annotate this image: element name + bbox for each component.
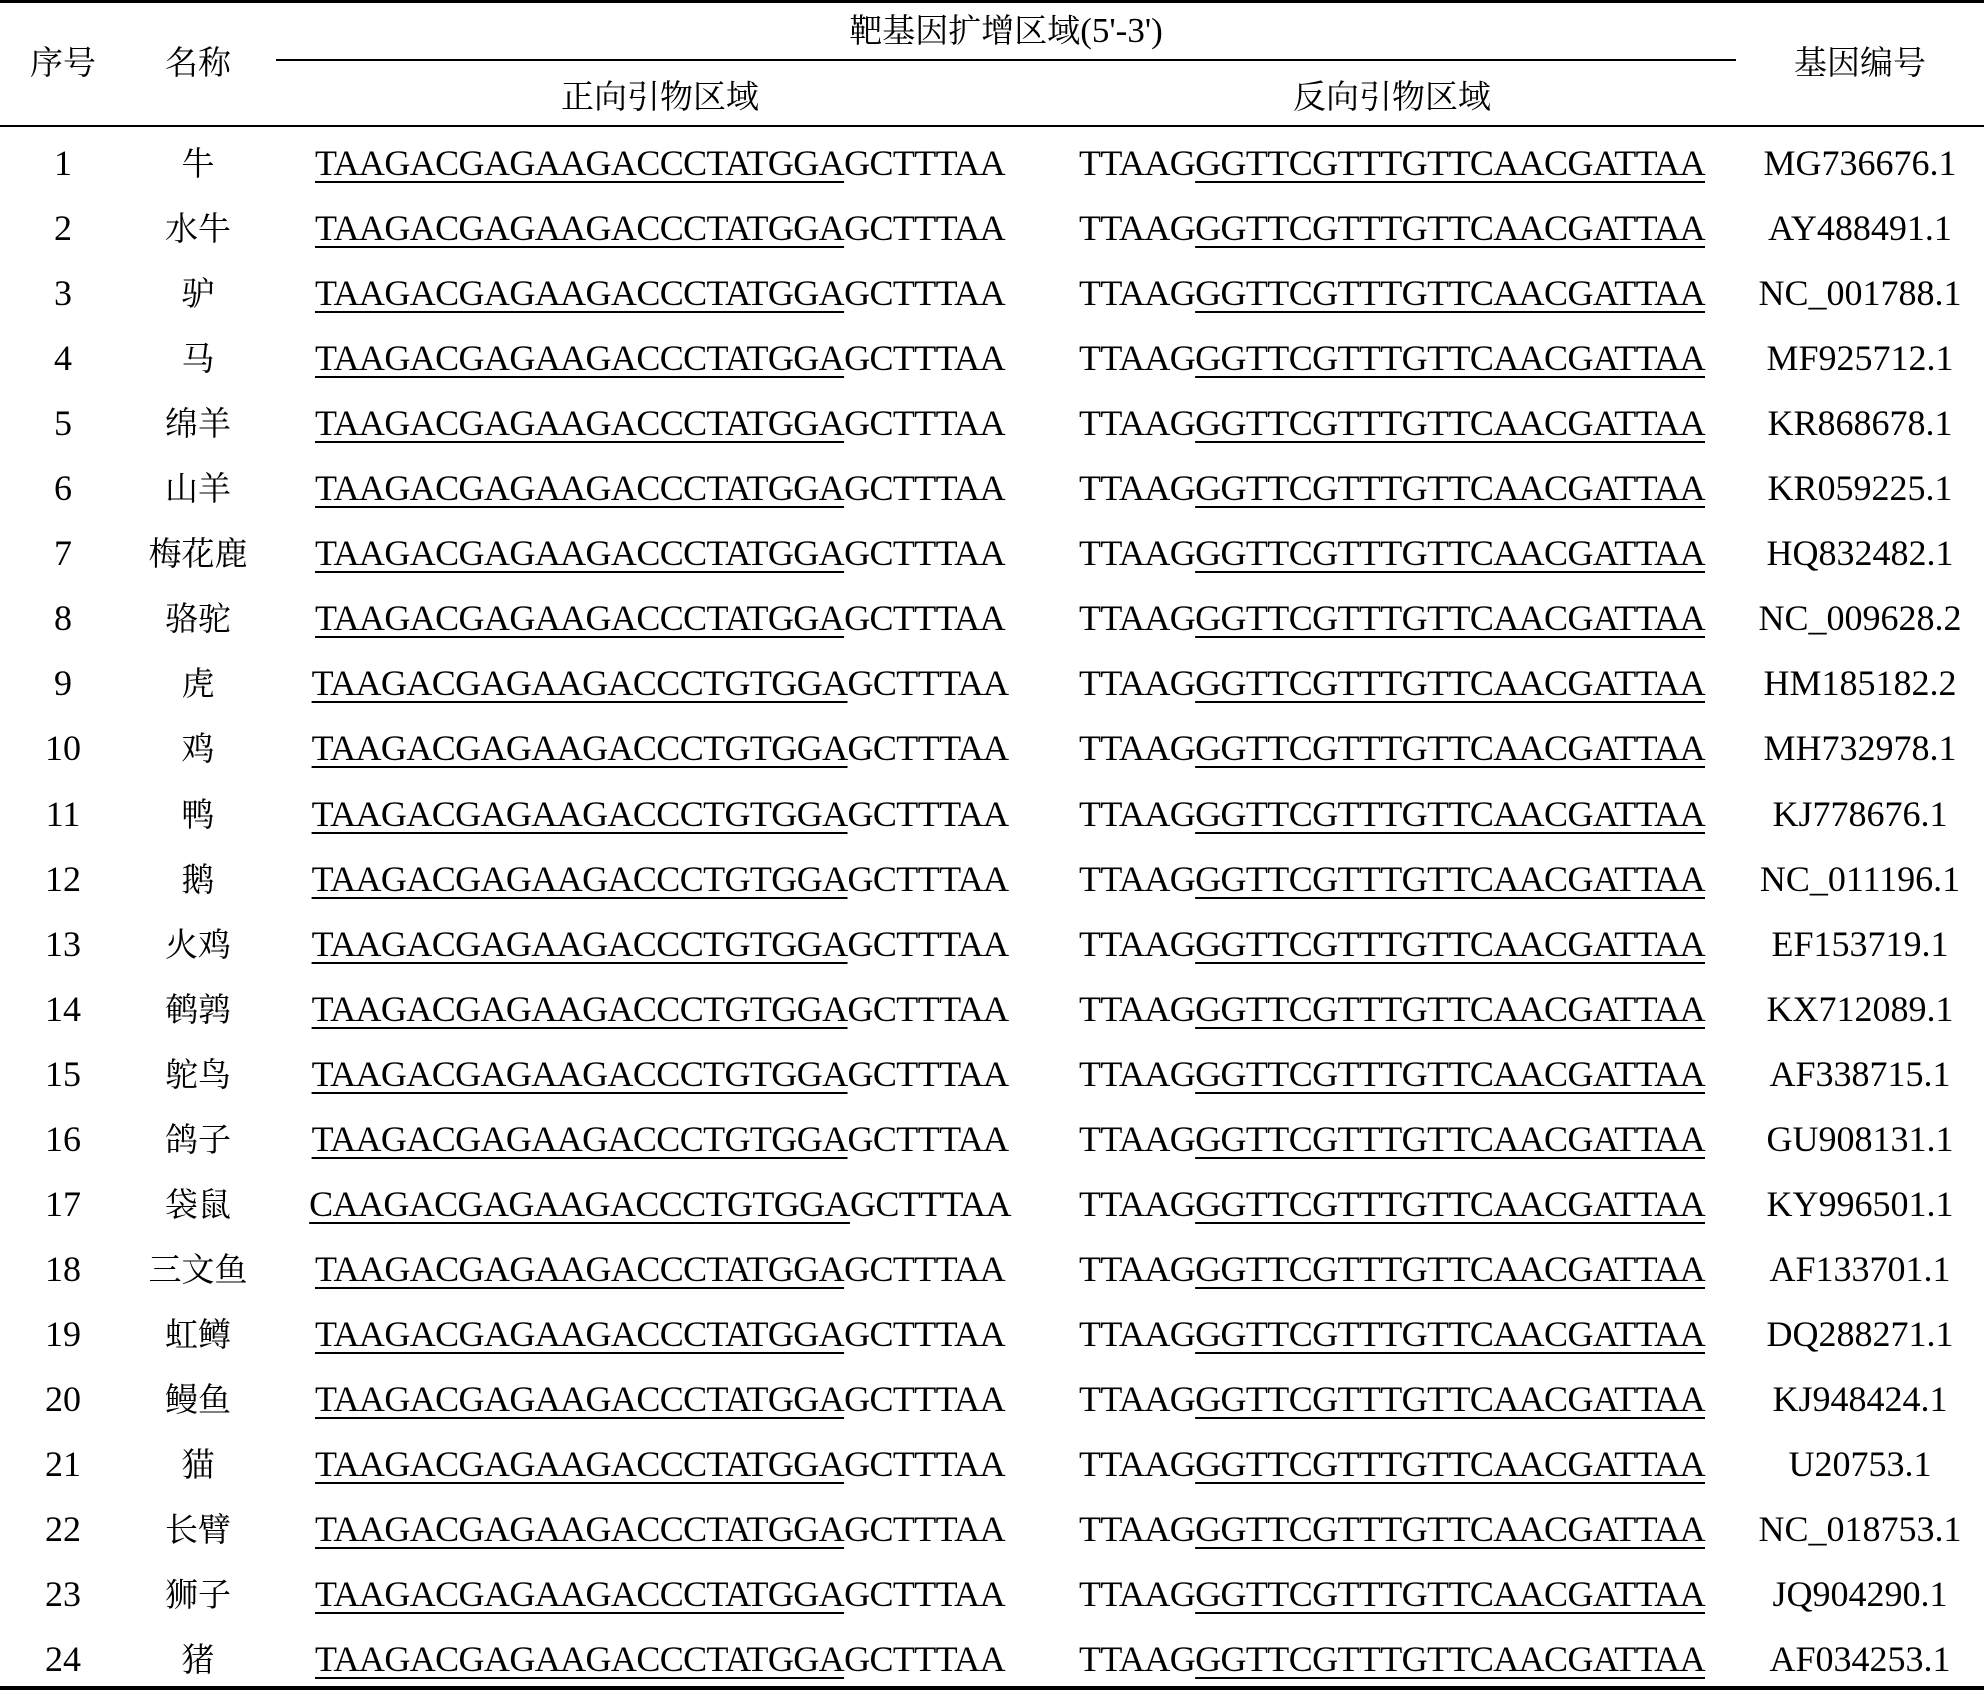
forward-primer-sequence: TAAGACGAGAAGACCCTATGGA xyxy=(315,598,845,639)
table-row xyxy=(0,1562,1984,1627)
reverse-primer-sequence: GGTTCGTTTGTTCAACGATTAA xyxy=(1195,143,1705,183)
gene-accession-cell: HM185182.2 xyxy=(1763,663,1957,704)
reverse-flanking-sequence: TTAAG xyxy=(1079,273,1196,314)
forward-primer-sequence: TAAGACGAGAAGACCCTGTGGA xyxy=(311,1118,848,1159)
reverse-primer-cell xyxy=(1079,1367,1705,1432)
forward-flanking-sequence: GCTTTAA xyxy=(847,858,1009,899)
forward-primer-sequence: TAAGACGAGAAGACCCTATGGA xyxy=(315,1248,845,1289)
forward-primer-sequence: CAAGACGAGAAGACCCTGTGGA xyxy=(309,1183,850,1224)
reverse-flanking-sequence: TTAAG xyxy=(1079,1118,1196,1159)
gene-accession-cell: KJ778676.1 xyxy=(1772,793,1948,834)
reverse-flanking-sequence: TTAAG xyxy=(1079,1313,1196,1354)
forward-flanking-sequence: GCTTTAA xyxy=(844,1509,1005,1550)
forward-primer-cell xyxy=(315,521,1005,586)
reverse-primer-cell xyxy=(1079,1627,1705,1692)
forward-primer-cell xyxy=(315,1302,1005,1367)
forward-primer-cell xyxy=(315,1562,1005,1627)
table-row xyxy=(0,1497,1984,1562)
forward-primer-sequence: TAAGACGAGAAGACCCTATGGA xyxy=(315,533,845,574)
reverse-primer-sequence: GGTTCGTTTGTTCAACGATTAA xyxy=(1195,988,1705,1029)
species-name-cell: 鸽子 xyxy=(165,1119,231,1159)
forward-flanking-sequence: GCTTTAA xyxy=(847,728,1009,769)
forward-primer-sequence: TAAGACGAGAAGACCCTATGGA xyxy=(315,1574,845,1615)
reverse-primer-sequence: GGTTCGTTTGTTCAACGATTAA xyxy=(1195,793,1705,834)
forward-flanking-sequence: GCTTTAA xyxy=(844,273,1005,314)
forward-primer-sequence: TAAGACGAGAAGACCCTATGGA xyxy=(315,1378,845,1419)
forward-primer-cell xyxy=(312,716,1009,781)
table-row xyxy=(0,782,1984,847)
reverse-primer-cell xyxy=(1079,131,1705,196)
gene-accession-cell: MG736676.1 xyxy=(1763,143,1957,183)
table-header-rule xyxy=(0,125,1984,127)
forward-primer-cell xyxy=(315,261,1005,326)
header-amplification-direction: (5'-3') xyxy=(1080,11,1163,50)
reverse-primer-cell xyxy=(1079,977,1705,1042)
table-row xyxy=(0,261,1984,326)
forward-flanking-sequence: GCTTTAA xyxy=(847,923,1009,964)
reverse-primer-cell xyxy=(1079,1237,1705,1302)
reverse-flanking-sequence: TTAAG xyxy=(1079,1639,1196,1680)
gene-accession-cell: DQ288271.1 xyxy=(1766,1313,1954,1354)
header-gene-accession: 基因编号 xyxy=(1794,43,1926,82)
forward-primer-sequence: TAAGACGAGAAGACCCTGTGGA xyxy=(311,793,848,834)
serial-number-cell: 1 xyxy=(54,143,72,183)
table-row xyxy=(0,1432,1984,1497)
forward-primer-sequence: TAAGACGAGAAGACCCTATGGA xyxy=(315,273,845,314)
forward-primer-sequence: TAAGACGAGAAGACCCTATGGA xyxy=(315,403,845,444)
reverse-primer-sequence: GGTTCGTTTGTTCAACGATTAA xyxy=(1195,663,1705,704)
serial-number-cell: 12 xyxy=(45,858,81,899)
forward-primer-sequence: TAAGACGAGAAGACCCTATGGA xyxy=(315,1509,845,1550)
reverse-flanking-sequence: TTAAG xyxy=(1079,1574,1196,1615)
reverse-primer-sequence: GGTTCGTTTGTTCAACGATTAA xyxy=(1195,468,1705,509)
species-name-cell: 袋鼠 xyxy=(165,1184,231,1224)
gene-accession-cell: MH732978.1 xyxy=(1763,728,1957,769)
reverse-primer-sequence: GGTTCGTTTGTTCAACGATTAA xyxy=(1195,208,1705,249)
forward-primer-cell xyxy=(315,1497,1005,1562)
reverse-primer-cell xyxy=(1079,651,1705,716)
table-row xyxy=(0,586,1984,651)
serial-number-cell: 18 xyxy=(45,1248,81,1289)
serial-number-cell: 6 xyxy=(54,468,72,509)
forward-flanking-sequence: GCTTTAA xyxy=(844,338,1005,379)
table-row xyxy=(0,1107,1984,1172)
reverse-primer-sequence: GGTTCGTTTGTTCAACGATTAA xyxy=(1195,1378,1705,1419)
species-name-cell: 狮子 xyxy=(165,1575,231,1615)
reverse-primer-cell xyxy=(1079,1432,1705,1497)
forward-primer-cell xyxy=(312,782,1009,847)
forward-primer-sequence: TAAGACGAGAAGACCCTGTGGA xyxy=(311,988,848,1029)
species-name-cell: 马 xyxy=(181,339,215,379)
reverse-flanking-sequence: TTAAG xyxy=(1079,468,1196,509)
reverse-flanking-sequence: TTAAG xyxy=(1079,208,1196,249)
species-name-cell: 水牛 xyxy=(165,209,231,249)
table-row xyxy=(0,977,1984,1042)
reverse-primer-sequence: GGTTCGTTTGTTCAACGATTAA xyxy=(1195,1248,1705,1289)
forward-primer-sequence: TAAGACGAGAAGACCCTATGGA xyxy=(315,208,845,249)
table-row xyxy=(0,456,1984,521)
reverse-primer-sequence: GGTTCGTTTGTTCAACGATTAA xyxy=(1195,923,1705,964)
forward-primer-cell xyxy=(315,326,1005,391)
forward-primer-cell xyxy=(312,1107,1009,1172)
header-forward-primer-region: 正向引物区域 xyxy=(561,77,759,116)
gene-accession-cell: KR868678.1 xyxy=(1767,403,1953,444)
species-name-cell: 鹌鹑 xyxy=(165,989,231,1029)
forward-flanking-sequence: GCTTTAA xyxy=(844,1574,1005,1615)
gene-accession-cell: KX712089.1 xyxy=(1766,988,1954,1029)
forward-primer-cell xyxy=(315,131,1005,196)
table-row xyxy=(0,326,1984,391)
reverse-flanking-sequence: TTAAG xyxy=(1079,858,1196,899)
species-name-cell: 火鸡 xyxy=(165,924,231,964)
gene-accession-cell: JQ904290.1 xyxy=(1772,1574,1948,1615)
reverse-flanking-sequence: TTAAG xyxy=(1079,1248,1196,1289)
gene-accession-cell: GU908131.1 xyxy=(1766,1118,1954,1159)
reverse-primer-cell xyxy=(1079,1107,1705,1172)
table-row xyxy=(0,1627,1984,1692)
reverse-flanking-sequence: TTAAG xyxy=(1079,1444,1196,1484)
table-row xyxy=(0,1302,1984,1367)
table-row xyxy=(0,847,1984,912)
species-name-cell: 驴 xyxy=(181,274,215,314)
forward-primer-sequence: TAAGACGAGAAGACCCTGTGGA xyxy=(311,858,848,899)
table-row xyxy=(0,391,1984,456)
species-name-cell: 绵羊 xyxy=(165,404,231,444)
header-species-name: 名称 xyxy=(165,43,231,82)
gene-accession-cell: EF153719.1 xyxy=(1771,923,1949,964)
reverse-primer-cell xyxy=(1079,782,1705,847)
species-name-cell: 猪 xyxy=(181,1640,215,1680)
species-name-cell: 虎 xyxy=(181,664,215,704)
reverse-primer-cell xyxy=(1079,912,1705,977)
reverse-flanking-sequence: TTAAG xyxy=(1079,988,1196,1029)
reverse-flanking-sequence: TTAAG xyxy=(1079,598,1196,639)
serial-number-cell: 10 xyxy=(45,728,81,769)
serial-number-cell: 23 xyxy=(45,1574,81,1615)
gene-accession-cell: AF133701.1 xyxy=(1769,1248,1951,1289)
serial-number-cell: 2 xyxy=(54,208,72,249)
reverse-primer-sequence: GGTTCGTTTGTTCAACGATTAA xyxy=(1195,533,1705,574)
serial-number-cell: 7 xyxy=(54,533,72,574)
reverse-primer-cell xyxy=(1079,1562,1705,1627)
forward-primer-cell xyxy=(315,196,1005,261)
reverse-primer-sequence: GGTTCGTTTGTTCAACGATTAA xyxy=(1195,1183,1705,1224)
reverse-primer-cell xyxy=(1079,1042,1705,1107)
table-row xyxy=(0,651,1984,716)
serial-number-cell: 24 xyxy=(45,1639,81,1680)
reverse-flanking-sequence: TTAAG xyxy=(1079,1053,1196,1094)
gene-accession-cell: KR059225.1 xyxy=(1767,468,1953,509)
forward-primer-cell xyxy=(315,391,1005,456)
table-row xyxy=(0,521,1984,586)
forward-primer-sequence: TAAGACGAGAAGACCCTATGGA xyxy=(315,1639,845,1680)
forward-primer-cell xyxy=(309,1172,1011,1237)
reverse-flanking-sequence: TTAAG xyxy=(1079,1509,1196,1550)
species-name-cell: 猫 xyxy=(181,1445,215,1484)
serial-number-cell: 20 xyxy=(45,1378,81,1419)
forward-primer-cell xyxy=(315,1367,1005,1432)
reverse-primer-cell xyxy=(1079,1497,1705,1562)
header-amplification-region xyxy=(849,11,1163,51)
serial-number-cell: 19 xyxy=(45,1313,81,1354)
forward-primer-sequence: TAAGACGAGAAGACCCTATGGA xyxy=(315,143,845,183)
header-group-rule xyxy=(276,59,1736,61)
gene-accession-cell: NC_011196.1 xyxy=(1759,858,1961,899)
reverse-primer-cell xyxy=(1079,1302,1705,1367)
reverse-flanking-sequence: TTAAG xyxy=(1079,338,1196,379)
reverse-primer-sequence: GGTTCGTTTGTTCAACGATTAA xyxy=(1195,273,1705,314)
species-name-cell: 三文鱼 xyxy=(148,1249,248,1289)
forward-primer-cell xyxy=(312,1042,1009,1107)
table-row xyxy=(0,1042,1984,1107)
serial-number-cell: 8 xyxy=(54,598,72,639)
forward-primer-cell xyxy=(312,651,1009,716)
serial-number-cell: 13 xyxy=(45,923,81,964)
reverse-flanking-sequence: TTAAG xyxy=(1079,923,1196,964)
forward-flanking-sequence: GCTTTAA xyxy=(844,1313,1005,1354)
species-name-cell: 梅花鹿 xyxy=(148,534,248,574)
reverse-primer-cell xyxy=(1079,847,1705,912)
forward-primer-sequence: TAAGACGAGAAGACCCTATGGA xyxy=(315,338,845,379)
reverse-primer-sequence: GGTTCGTTTGTTCAACGATTAA xyxy=(1195,403,1705,444)
serial-number-cell: 21 xyxy=(45,1444,81,1484)
forward-primer-sequence: TAAGACGAGAAGACCCTATGGA xyxy=(315,1444,845,1484)
forward-flanking-sequence: GCTTTAA xyxy=(844,1444,1005,1484)
forward-primer-cell xyxy=(315,1237,1005,1302)
gene-accession-cell: AY488491.1 xyxy=(1768,208,1952,249)
table-row xyxy=(0,912,1984,977)
reverse-primer-cell xyxy=(1079,326,1705,391)
forward-flanking-sequence: GCTTTAA xyxy=(844,1639,1005,1680)
species-name-cell: 鸭 xyxy=(181,794,215,834)
header-amplification-region-title: 靶基因扩增区域 xyxy=(849,11,1081,50)
forward-flanking-sequence: GCTTTAA xyxy=(844,533,1005,574)
reverse-primer-sequence: GGTTCGTTTGTTCAACGATTAA xyxy=(1195,1574,1705,1615)
species-name-cell: 鹅 xyxy=(181,859,215,899)
serial-number-cell: 22 xyxy=(45,1509,81,1550)
reverse-primer-cell xyxy=(1079,1172,1705,1237)
reverse-flanking-sequence: TTAAG xyxy=(1079,1378,1196,1419)
reverse-primer-cell xyxy=(1079,521,1705,586)
reverse-primer-cell xyxy=(1079,586,1705,651)
forward-flanking-sequence: GCTTTAA xyxy=(844,208,1005,249)
forward-flanking-sequence: GCTTTAA xyxy=(847,793,1009,834)
forward-primer-cell xyxy=(315,1627,1005,1692)
header-serial-number: 序号 xyxy=(30,43,96,82)
reverse-primer-cell xyxy=(1079,456,1705,521)
serial-number-cell: 9 xyxy=(54,663,72,704)
gene-accession-cell: NC_018753.1 xyxy=(1758,1509,1962,1550)
gene-accession-cell: KY996501.1 xyxy=(1766,1183,1954,1224)
species-name-cell: 鸡 xyxy=(181,729,215,769)
serial-number-cell: 15 xyxy=(45,1053,81,1094)
forward-primer-sequence: TAAGACGAGAAGACCCTGTGGA xyxy=(311,663,848,704)
species-name-cell: 骆驼 xyxy=(165,599,231,639)
serial-number-cell: 4 xyxy=(54,338,72,379)
gene-accession-cell: U20753.1 xyxy=(1788,1444,1932,1484)
forward-primer-sequence: TAAGACGAGAAGACCCTGTGGA xyxy=(311,923,848,964)
reverse-primer-cell xyxy=(1079,196,1705,261)
serial-number-cell: 16 xyxy=(45,1118,81,1159)
gene-accession-cell: AF338715.1 xyxy=(1769,1053,1951,1094)
reverse-flanking-sequence: TTAAG xyxy=(1079,1183,1196,1224)
forward-primer-cell xyxy=(315,1432,1005,1497)
reverse-flanking-sequence: TTAAG xyxy=(1079,403,1196,444)
reverse-primer-sequence: GGTTCGTTTGTTCAACGATTAA xyxy=(1195,1118,1705,1159)
forward-flanking-sequence: GCTTTAA xyxy=(847,1053,1009,1094)
forward-flanking-sequence: GCTTTAA xyxy=(847,663,1009,704)
forward-flanking-sequence: GCTTTAA xyxy=(844,403,1005,444)
species-name-cell: 牛 xyxy=(181,144,215,183)
table-row xyxy=(0,196,1984,261)
forward-flanking-sequence: GCTTTAA xyxy=(844,1378,1005,1419)
reverse-flanking-sequence: TTAAG xyxy=(1079,663,1196,704)
forward-primer-cell xyxy=(312,847,1009,912)
forward-flanking-sequence: GCTTTAA xyxy=(844,598,1005,639)
forward-flanking-sequence: GCTTTAA xyxy=(849,1183,1011,1224)
reverse-flanking-sequence: TTAAG xyxy=(1079,728,1196,769)
table-row xyxy=(0,131,1984,196)
gene-accession-cell: KJ948424.1 xyxy=(1772,1378,1948,1419)
forward-primer-sequence: TAAGACGAGAAGACCCTATGGA xyxy=(315,1313,845,1354)
species-name-cell: 鳗鱼 xyxy=(165,1379,231,1419)
species-name-cell: 长臂 xyxy=(165,1510,231,1550)
forward-primer-sequence: TAAGACGAGAAGACCCTGTGGA xyxy=(311,1053,848,1094)
forward-flanking-sequence: GCTTTAA xyxy=(847,1118,1009,1159)
reverse-primer-sequence: GGTTCGTTTGTTCAACGATTAA xyxy=(1195,1509,1705,1550)
reverse-primer-sequence: GGTTCGTTTGTTCAACGATTAA xyxy=(1195,1053,1705,1094)
header-reverse-primer-region: 反向引物区域 xyxy=(1293,77,1491,116)
serial-number-cell: 11 xyxy=(45,793,81,834)
gene-accession-cell: NC_009628.2 xyxy=(1758,598,1962,639)
serial-number-cell: 17 xyxy=(45,1183,81,1224)
forward-flanking-sequence: GCTTTAA xyxy=(844,468,1005,509)
reverse-primer-cell xyxy=(1079,391,1705,456)
species-name-cell: 鸵鸟 xyxy=(165,1054,231,1094)
serial-number-cell: 5 xyxy=(54,403,72,444)
reverse-primer-sequence: GGTTCGTTTGTTCAACGATTAA xyxy=(1195,1639,1705,1680)
table-row xyxy=(0,1237,1984,1302)
reverse-flanking-sequence: TTAAG xyxy=(1079,143,1196,183)
table-bottom-rule xyxy=(0,1686,1984,1690)
serial-number-cell: 3 xyxy=(54,273,72,314)
reverse-flanking-sequence: TTAAG xyxy=(1079,533,1196,574)
species-name-cell: 山羊 xyxy=(165,469,231,509)
gene-accession-cell: HQ832482.1 xyxy=(1766,533,1954,574)
forward-primer-sequence: TAAGACGAGAAGACCCTATGGA xyxy=(315,468,845,509)
forward-flanking-sequence: GCTTTAA xyxy=(844,1248,1005,1289)
forward-primer-cell xyxy=(312,912,1009,977)
reverse-primer-sequence: GGTTCGTTTGTTCAACGATTAA xyxy=(1195,858,1705,899)
reverse-primer-cell xyxy=(1079,716,1705,781)
reverse-primer-sequence: GGTTCGTTTGTTCAACGATTAA xyxy=(1195,598,1705,639)
table-row xyxy=(0,1172,1984,1237)
gene-accession-cell: MF925712.1 xyxy=(1766,338,1954,379)
reverse-primer-sequence: GGTTCGTTTGTTCAACGATTAA xyxy=(1195,1313,1705,1354)
reverse-primer-cell xyxy=(1079,261,1705,326)
forward-primer-cell xyxy=(315,586,1005,651)
table-row xyxy=(0,716,1984,781)
table-top-rule xyxy=(0,0,1984,3)
species-name-cell: 虹鳟 xyxy=(165,1314,231,1354)
reverse-primer-sequence: GGTTCGTTTGTTCAACGATTAA xyxy=(1195,1444,1705,1484)
table-row xyxy=(0,1367,1984,1432)
gene-accession-cell: AF034253.1 xyxy=(1769,1639,1951,1680)
forward-primer-cell xyxy=(312,977,1009,1042)
forward-flanking-sequence: GCTTTAA xyxy=(844,143,1005,183)
forward-primer-sequence: TAAGACGAGAAGACCCTGTGGA xyxy=(311,728,848,769)
gene-accession-cell: NC_001788.1 xyxy=(1758,273,1962,314)
reverse-primer-sequence: GGTTCGTTTGTTCAACGATTAA xyxy=(1195,338,1705,379)
serial-number-cell: 14 xyxy=(45,988,81,1029)
reverse-primer-sequence: GGTTCGTTTGTTCAACGATTAA xyxy=(1195,728,1705,769)
forward-primer-cell xyxy=(315,456,1005,521)
forward-flanking-sequence: GCTTTAA xyxy=(847,988,1009,1029)
reverse-flanking-sequence: TTAAG xyxy=(1079,793,1196,834)
